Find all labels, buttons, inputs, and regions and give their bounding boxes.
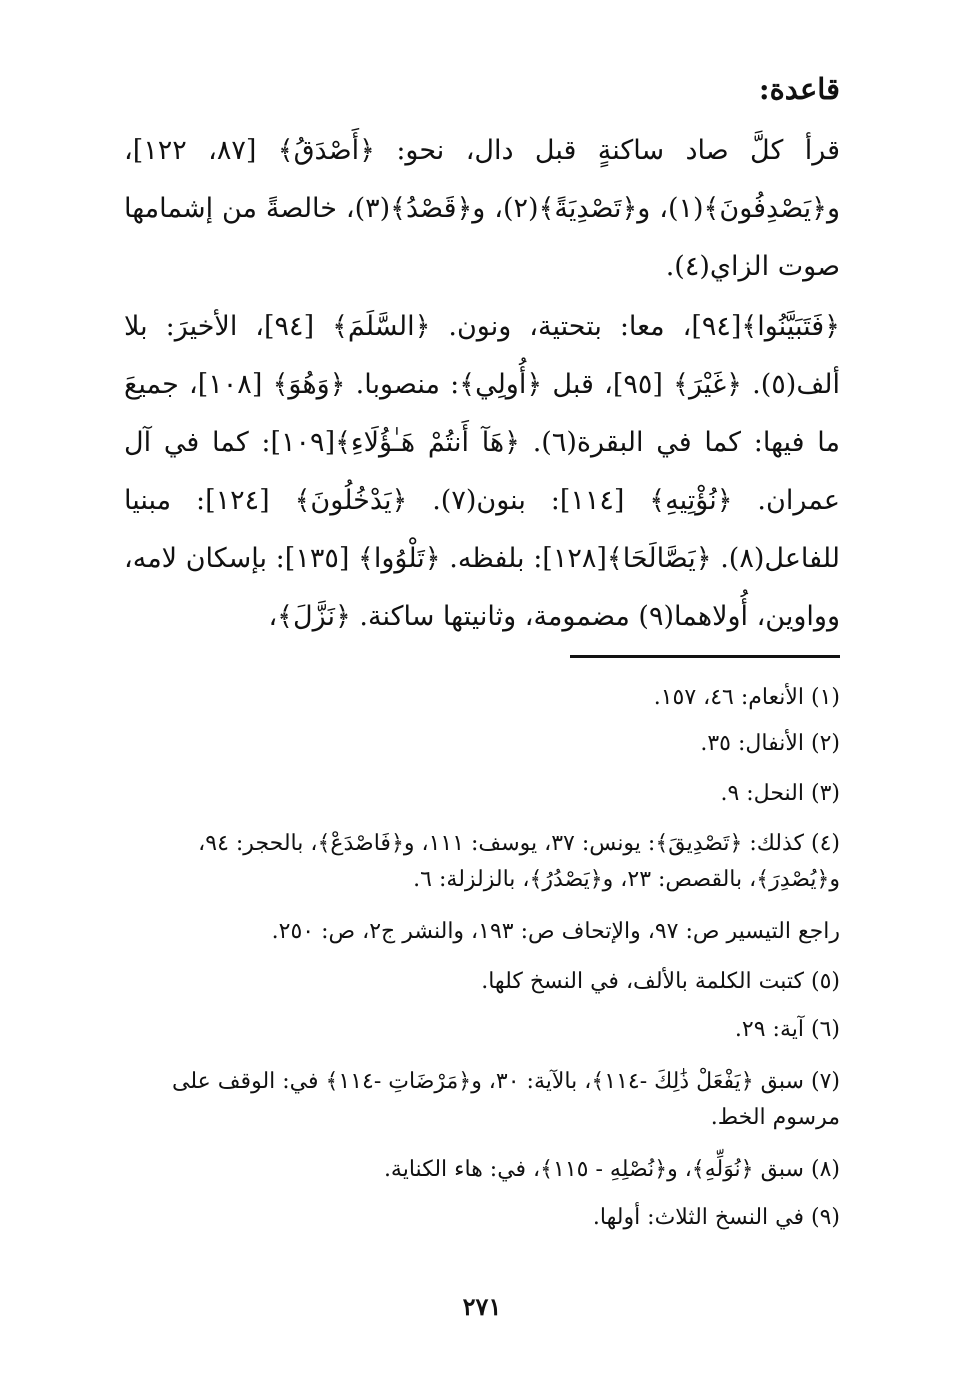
footnote-7: (٧) سبق ﴿يَفْعَلْ ذَٰلِكَ -١١٤﴾، بالآية: ٣٠، و﴿مَرْضَاتِ -١١٤﴾ في: الوقف على مرسوم الخط. bbox=[172, 1069, 840, 1130]
footnote-3: (٣) النحل: ٩. bbox=[720, 781, 840, 806]
footnote-6: (٦) آية: ٢٩. bbox=[734, 1017, 840, 1042]
footnote-5: (٥) كتبت الكلمة بالألف، في النسخ كلها. bbox=[481, 969, 840, 994]
page-number: ٢٧١ bbox=[462, 1292, 502, 1321]
paragraph-rule: قرأ كلَّ صاد ساكنةٍ قبل دال، نحو: ﴿أَصْدَقُ﴾ [٨٧، ١٢٢]، و﴿يَصْدِفُونَ﴾(١)، و﴿تَصْدِيَةً﴾(٢)، و﴿قَصْدُ﴾(٣)، خالصةً من إشمامها صوت الزاي(٤). bbox=[124, 135, 841, 282]
footnote-9: (٩) في النسخ الثلاث: أولها. bbox=[592, 1205, 840, 1230]
footnote-4: (٤) كذلك: ﴿تَصْدِيقَ﴾: يونس: ٣٧، يوسف: ١١١، و﴿فَاصْدَعْ﴾، بالحجر: ٩٤، و﴿يُصْدِرَ﴾، بالقصص: ٢٣، و﴿يَصْدُرُ﴾، بالزلزلة: ٦. bbox=[198, 831, 840, 892]
footnote-4-reference: راجع التيسير ص: ٩٧، والإتحاف ص: ١٩٣، والنشر ج٢، ص: ٢٥٠. bbox=[271, 919, 840, 944]
footnote-8: (٨) سبق ﴿نُوَلِّهِ﴾، و﴿نُصْلِهِ - ١١٥﴾، في: هاء الكناية. bbox=[383, 1157, 840, 1182]
paragraph-words: ﴿فَتَبَيَّنُوا﴾[٩٤]، معا: بتحتية، ونون. ﴿السَّلَمَ﴾ [٩٤]، الأخيرَ: بلا ألف(٥). ﴿غَيْرَ﴾ [٩٥]، قبل ﴿أُولِي﴾: منصوبا. ﴿وَهُوَ﴾ [١٠٨]، جميعَ ما فيها: كما في البقرة(٦). ﴿هَآ أَنتُمْ هَـٰؤُلَاءِ﴾[١٠٩]: كما في آل عمران. ﴿نُؤْتِيهِ﴾ [١١٤]: بنون(٧). ﴿يَدْخُلُونَ﴾ [١٢٤]: مبنيا للفاعل(٨). ﴿يَصَّالَحَا﴾[١٢٨]: بلفظه. ﴿تَلْوُوا﴾ [١٣٥]: بإسكان لامه، وواوين، أُولاهما(٩) مضمومة، وثانيتها ساكنة. ﴿نَزَّلَ﴾، bbox=[124, 311, 841, 632]
footnote-1: (١) الأنعام: ٤٦، ١٥٧. bbox=[653, 685, 840, 710]
section-heading: قاعدة: bbox=[758, 72, 840, 106]
footnote-2: (٢) الأنفال: ٣٥. bbox=[700, 731, 840, 756]
footnote-divider bbox=[570, 655, 840, 658]
